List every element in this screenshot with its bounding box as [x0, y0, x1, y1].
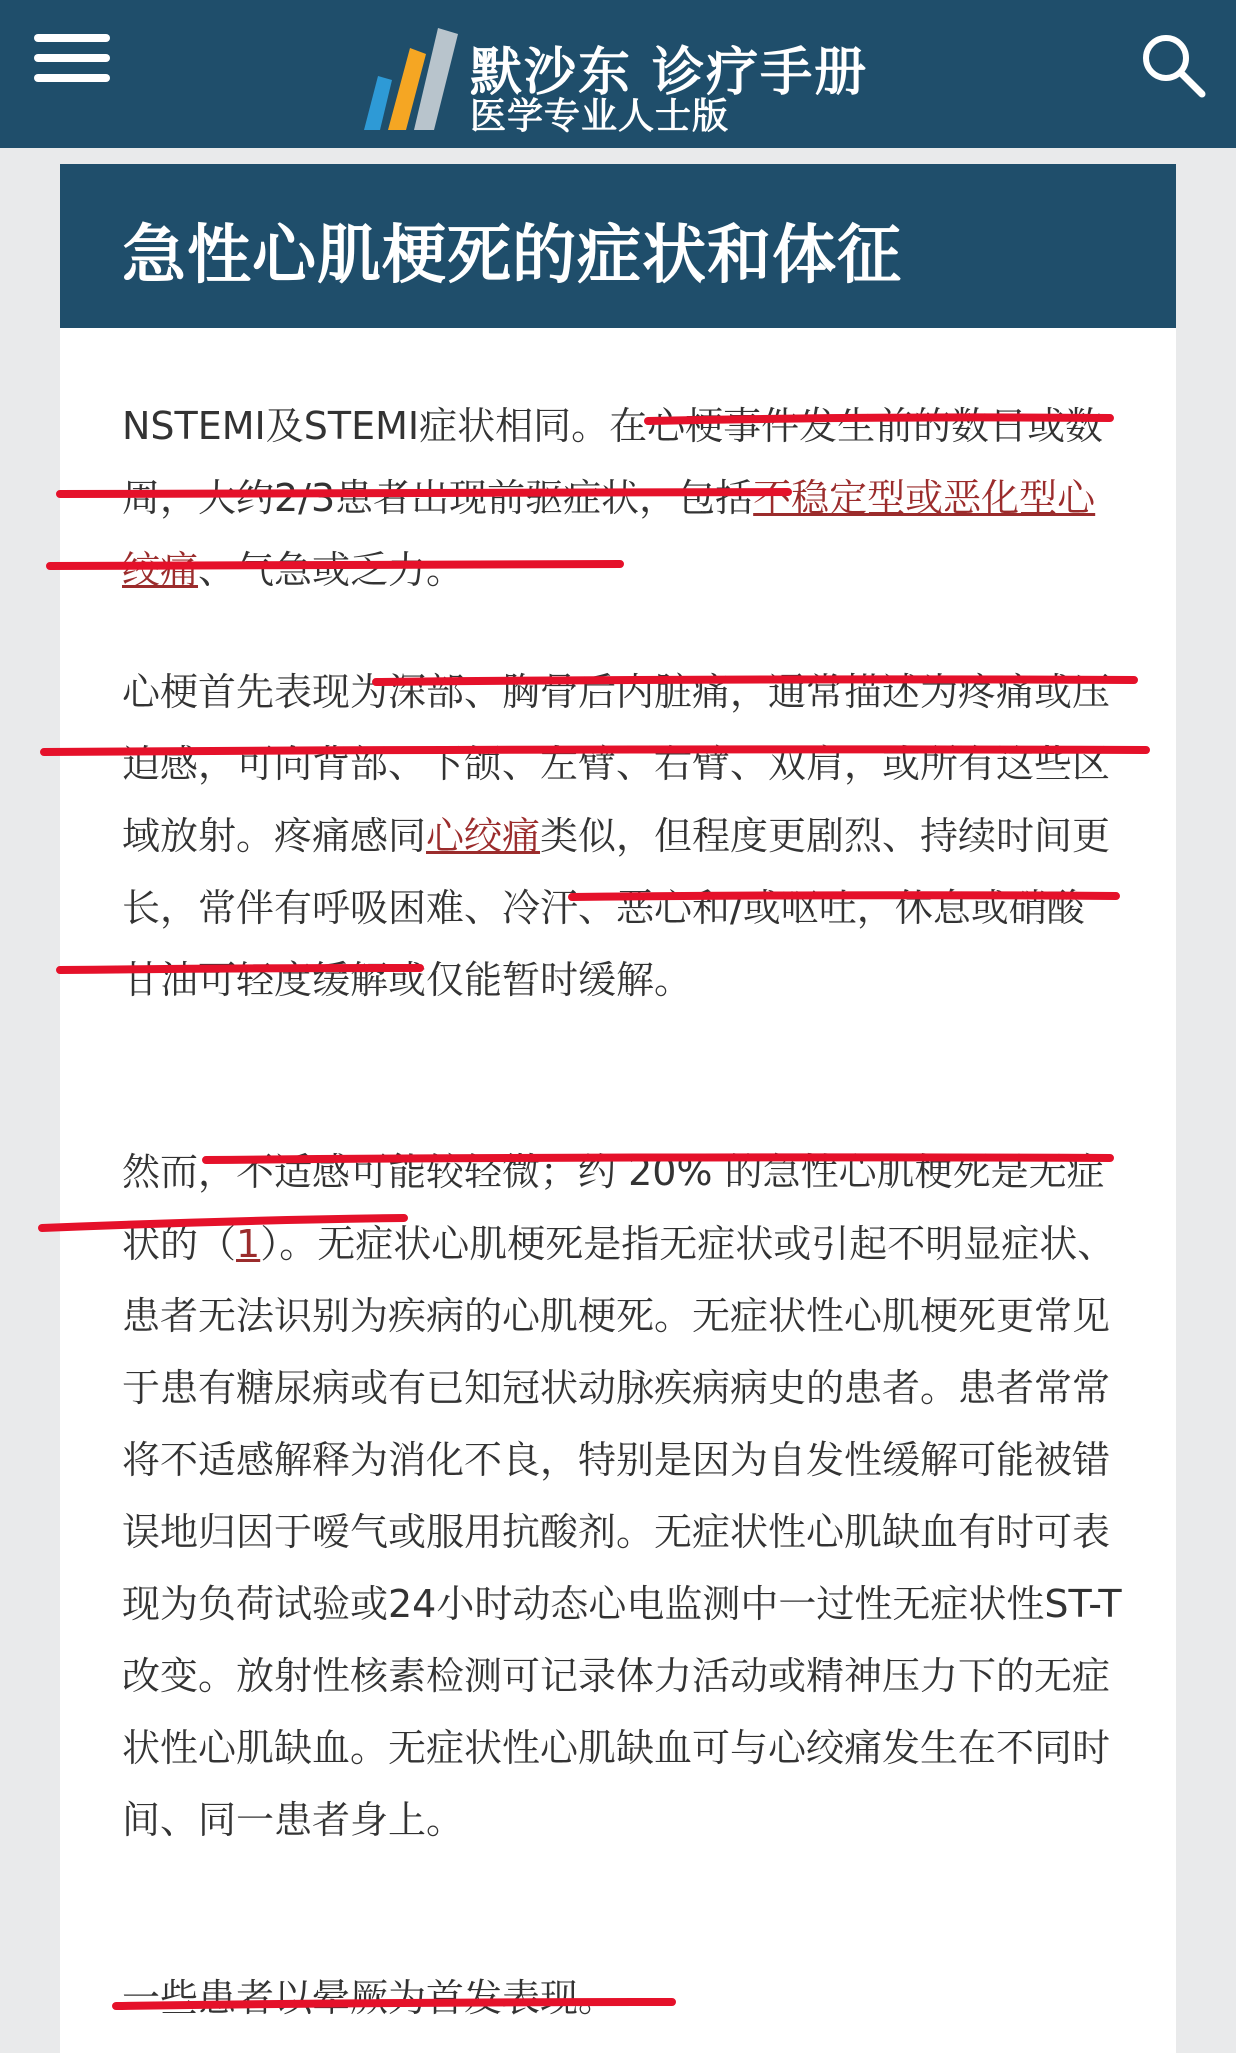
paragraph-text: 、气急或乏力。	[198, 548, 465, 592]
search-icon[interactable]	[1138, 30, 1208, 100]
article-header	[60, 164, 1176, 328]
menu-line	[34, 34, 110, 42]
angina-link[interactable]: 心绞痛	[426, 814, 541, 858]
article-title: 急性心肌梗死的症状和体征	[122, 219, 902, 293]
hamburger-menu-icon[interactable]	[30, 28, 114, 88]
paragraph-4	[122, 1962, 1122, 2034]
menu-line	[34, 54, 110, 62]
paragraph-1	[122, 390, 1122, 606]
reference-link-1[interactable]: 1	[236, 1222, 261, 1266]
paragraph-text: ）。无症状心肌梗死是指无症状或引起不明显症状、患者无法识别为疾病的心肌梗死。无症状性心肌梗死更常见于患有糖尿病或有已知冠状动脉疾病病史的患者。患者常常将不适感解释为消化不良，特别是因为自发性缓解可能被错误地归因于嗳气或服用抗酸剂。无症状性心肌缺血有时可表现为负荷试验或24小时动态心电监测中一过性无症状性ST-T改变。放射性核素检测可记录体力活动或精神压力下的无症状性心肌缺血。无症状性心肌缺血可与心绞痛发生在不同时间、同一患者身上。	[122, 1222, 1122, 1842]
msd-manuals-logo[interactable]	[358, 22, 468, 134]
paragraph-text: 然而，不适感可能较轻微；约 20% 的急性心肌梗死是无症状的（	[122, 1150, 1105, 1266]
paragraph-text: NSTEMI及STEMI症状相同。在心梗事件发生前的数日或数周，大约2/3患者出现前驱症状，包括	[122, 404, 1104, 520]
menu-line	[34, 74, 110, 82]
paragraph-text: 类似，但程度更剧烈、持续时间更长，常伴有呼吸困难、冷汗、恶心和/或呕吐，休息或硝酸甘油可轻度缓解或仅能暂时缓解。	[122, 814, 1111, 1002]
paragraph-text: 一些患者以晕厥为首发表现。	[122, 1976, 617, 2020]
top-bar	[0, 0, 1236, 148]
paragraph-text: 心梗首先表现为深部、胸骨后内脏痛，通常描述为疼痛或压迫感，可向背部、下颌、左臂、右臂、双肩，或所有这些区域放射。疼痛感同	[122, 670, 1111, 858]
brand-subtitle: 医学专业人士版	[470, 96, 730, 137]
article-card	[60, 164, 1176, 2053]
unstable-angina-link[interactable]: 不稳定型或恶化型心绞痛	[122, 476, 1096, 592]
brand-title[interactable]: 默沙东 诊疗手册	[470, 43, 869, 103]
paragraph-3	[122, 1136, 1122, 1856]
paragraph-2	[122, 656, 1122, 1016]
